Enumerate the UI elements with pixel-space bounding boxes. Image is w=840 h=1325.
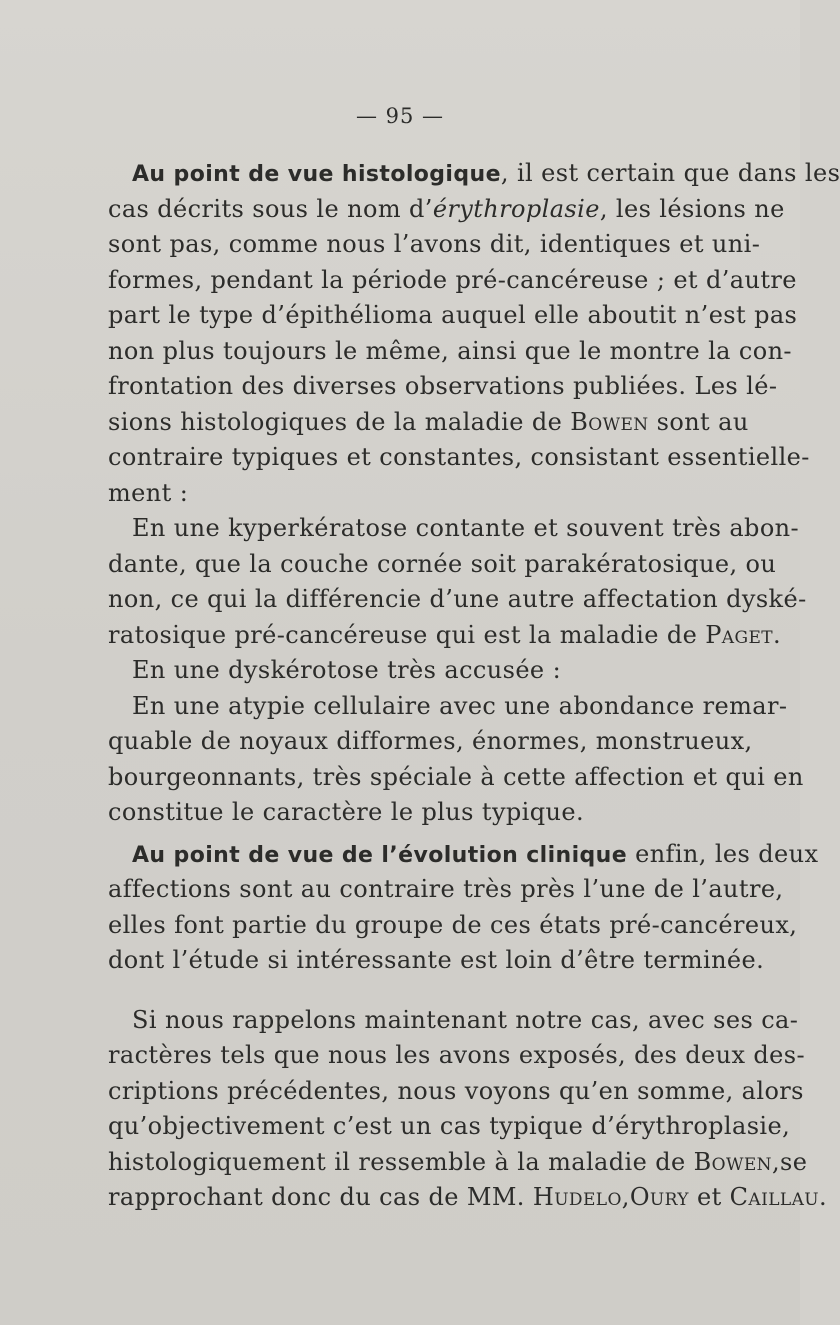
section-heading: Au point de vue histologique [132,162,501,187]
paragraph-atypia [108,689,804,831]
text-span: sions histologiques de la maladie de [108,407,571,436]
page-number: — 95 — [355,104,445,128]
text-line: constitue le caractère le plus typique. [108,798,584,826]
text-line [108,1180,828,1216]
text-line [108,192,785,228]
author-name: Bowen [570,407,649,436]
paragraph-histology [108,156,840,511]
text-span: et [688,1183,730,1211]
text-span: cas décrits sous le nom d’ [108,194,433,223]
text-line: ment : [108,478,189,507]
text-line [108,618,782,654]
text-span: enfin, les deux [627,839,819,868]
body-text [108,156,840,1216]
text-line [108,1145,808,1181]
paragraph-gap [108,979,726,1003]
text-line [108,156,840,192]
text-line: dante, que la couche cornée soit parakératosique, ou [108,549,777,578]
text-line: contraire typiques et constantes, consistant essentielle- [108,443,810,471]
paragraph-our-case [108,1003,828,1216]
text-line: quable de noyaux difformes, énormes, monstrueux, [108,727,753,755]
text-line: criptions précédentes, nous voyons qu’en somme, alors [108,1076,804,1105]
text-line: dont l’étude si intéressante est loin d’être terminée. [108,946,765,974]
text-span: histologiquement il ressemble à la maladie de [108,1147,694,1176]
text-line [108,405,749,441]
text-line: En une atypie cellulaire avec une abondance remar- [132,691,788,720]
text-line: sont pas, comme nous l’avons dit, identiques et uni- [108,230,761,258]
text-line: elles font partie du groupe de ces états pré-cancéreux, [108,910,798,939]
author-name: Paget [705,620,774,649]
text-span: rapprochant donc du cas de MM. [108,1183,533,1211]
author-name: Oury [629,1183,689,1211]
italic-term: érythroplasie [432,194,600,223]
text-line: part le type d’épithélioma auquel elle aboutit n’est pas [108,301,798,329]
author-name: Bowen [693,1147,772,1176]
text-span: ,se [771,1147,808,1176]
text-line: non plus toujours le même, ainsi que le montre la con- [108,336,792,365]
text-span: , il est certain que dans les [500,159,840,187]
text-span: sont au [648,407,749,436]
text-line: frontation des diverses observations publiées. Les lé- [108,372,778,400]
text-span: . [819,1183,828,1211]
text-line: ractères tels que nous les avons exposés, des deux des- [108,1041,805,1069]
text-span: , [621,1183,630,1211]
text-line: qu’objectivement c’est un cas typique d’érythroplasie, [108,1112,791,1140]
text-line: En une kyperkératose contante et souvent très abon- [132,514,800,542]
author-name: Caillau [729,1183,819,1211]
paragraph-dyskeratosis [108,653,726,689]
text-line: En une dyskérotose très accusée : [132,656,562,684]
author-name: Hudelo [532,1183,622,1211]
paragraph-hyperkeratosis [108,511,807,653]
paragraph-clinical-evolution [108,837,819,979]
text-span: ratosique pré-cancéreuse qui est la maladie de [108,620,706,649]
section-heading: Au point de vue de l’évolution clinique [132,842,628,868]
text-line: non, ce qui la différencie d’une autre affectation dyské- [108,585,807,613]
text-line: formes, pendant la période pré-cancéreuse ; et d’autre [108,265,797,294]
text-line [108,837,819,873]
text-line: bourgeonnants, très spéciale à cette affection et qui en [108,762,804,791]
text-span: . [773,620,782,649]
text-line: affections sont au contraire très près l’une de l’autre, [108,875,784,903]
text-line: Si nous rappelons maintenant notre cas, avec ses ca- [132,1005,799,1034]
text-span: , les lésions ne [599,194,785,223]
